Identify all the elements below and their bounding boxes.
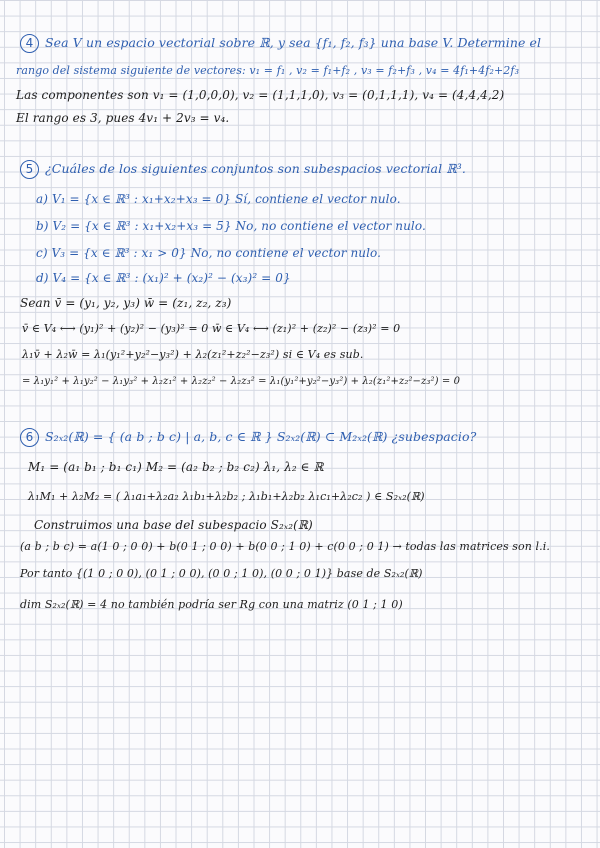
problem-5-work-2: v̄ ∈ V₄ ⟷ (y₁)² + (y₂)² − (y₃)² = 0 w̄ ∈ V₄ ⟷ (z₁)² + (z₂)² − (z₃)² = 0: [22, 322, 401, 335]
problem-6-dimension: dim S₂ₓ₂(ℝ) = 4 no también podría ser Rg con una matriz (0 1 ; 1 0): [20, 598, 403, 611]
problem-6-statement: S₂ₓ₂(ℝ) = { (a b ; b c) | a, b, c ∈ ℝ } S₂ₓ₂(ℝ) ⊂ M₂ₓ₂(ℝ) ¿subespacio?: [45, 429, 477, 444]
problem-5-work-4: = λ₁y₁² + λ₁y₂² − λ₁y₃² + λ₂z₁² + λ₂z₂² − λ₂z₃² = λ₁(y₁²+y₂²−y₃²) + λ₂(z₁²+z₂²−z₃²) = 0: [22, 376, 461, 387]
problem-5-question-line: [20, 160, 466, 179]
problem-5-item-a: a) V₁ = {x ∈ ℝ³ : x₁+x₂+x₃ = 0} Sí, contiene el vector nulo.: [36, 192, 401, 206]
problem-4-answer: El rango es 3, pues 4v₁ + 2v₃ = v₄.: [16, 111, 230, 125]
problem-5-work-3: λ₁v̄ + λ₂w̄ = λ₁(y₁²+y₂²−y₃²) + λ₂(z₁²+z₂²−z₃²) si ∈ V₄ es sub.: [22, 348, 364, 361]
problem-5-item-c: c) V₃ = {x ∈ ℝ³ : x₁ > 0} No, no contiene el vector nulo.: [36, 246, 382, 260]
problem-5-item-b: b) V₂ = {x ∈ ℝ³ : x₁+x₂+x₃ = 5} No, no contiene el vector nulo.: [36, 219, 426, 233]
problem-6-number: 6: [20, 428, 39, 447]
problem-4-number: 4: [20, 34, 39, 53]
problem-5-number: 5: [20, 160, 39, 179]
problem-6-build-basis: Construimos una base del subespacio S₂ₓ₂(ℝ): [34, 518, 313, 532]
problem-6-basis: Por tanto {(1 0 ; 0 0), (0 1 ; 0 0), (0 0 ; 1 0), (0 0 ; 0 1)} base de S₂ₓ₂(ℝ): [20, 567, 423, 580]
problem-5-question: ¿Cuáles de los siguientes conjuntos son subespacios vectorial ℝ³.: [45, 161, 466, 176]
problem-6-decomposition: (a b ; b c) = a(1 0 ; 0 0) + b(0 1 ; 0 0) + b(0 0 ; 1 0) + c(0 0 ; 0 1) → todas las matrices son l.i.: [20, 540, 550, 553]
problem-4-statement-text-1: Sea V un espacio vectorial sobre ℝ, y sea {f₁, f₂, f₃} una base V. Determine el: [45, 35, 542, 50]
problem-5-item-d: d) V₄ = {x ∈ ℝ³ : (x₁)² + (x₂)² − (x₃)² = 0}: [36, 271, 291, 285]
problem-6-statement-line: [20, 428, 476, 447]
problem-6-linear-combination: λ₁M₁ + λ₂M₂ = ( λ₁a₁+λ₂a₂ λ₁b₁+λ₂b₂ ; λ₁b₁+λ₂b₂ λ₁c₁+λ₂c₂ ) ∈ S₂ₓ₂(ℝ): [28, 490, 425, 503]
problem-4-components: Las componentes son v₁ = (1,0,0,0), v₂ = (1,1,1,0), v₃ = (0,1,1,1), v₄ = (4,4,4,2): [16, 88, 505, 102]
problem-5-work-1: Sean v̄ = (y₁, y₂, y₃) w̄ = (z₁, z₂, z₃): [20, 296, 232, 310]
problem-4-statement-line-1: [20, 34, 541, 53]
problem-4-statement-line-2: rango del sistema siguiente de vectores: v₁ = f₁ , v₂ = f₁+f₂ , v₃ = f₂+f₃ , v₄ = 4f₁+4f₂+2f₃: [16, 64, 520, 77]
problem-6-matrix-definitions: M₁ = (a₁ b₁ ; b₁ c₁) M₂ = (a₂ b₂ ; b₂ c₂) λ₁, λ₂ ∈ ℝ: [28, 460, 324, 474]
